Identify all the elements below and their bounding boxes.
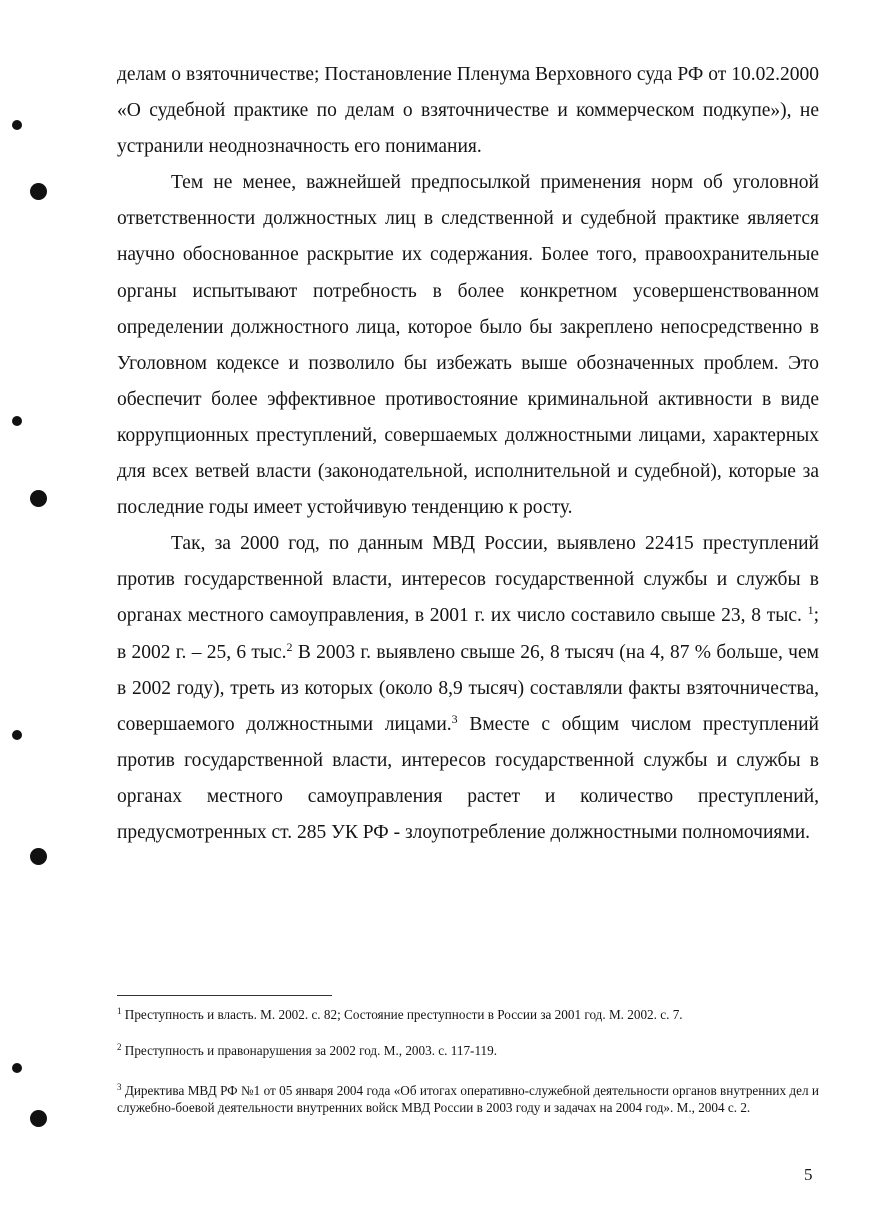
- footnote-number: 3: [117, 1082, 122, 1092]
- paragraph-3-text: Так, за 2000 год, по данным МВД России, выявлено 22415 преступлений против государственной власти, интересов государственной службы и службы в органах местного самоуправления, в 2001 г. их число составило свыше 23, 8 тыс.: [117, 533, 819, 627]
- footnote-ref-3: 3: [451, 711, 458, 726]
- footnote-separator: [117, 995, 332, 996]
- paragraph-3-text: ; в 2002 г. – 25, 6 тыс.: [117, 605, 819, 663]
- punch-hole-mark: [12, 120, 22, 130]
- punch-hole-mark: [30, 1110, 47, 1127]
- footnote-number: 2: [117, 1042, 122, 1052]
- footnote-2: [117, 1042, 819, 1059]
- punch-hole-mark: [12, 416, 22, 426]
- footnote-number: 1: [117, 1006, 122, 1016]
- footnote-text: Преступность и правонарушения за 2002 год. М., 2003. с. 117-119.: [121, 1043, 498, 1058]
- paragraph-3-text: Вместе с общим числом преступлений против государственной власти, интересов государственной службы и службы в органах местного самоуправления растет и количество преступлений, предусмотренных ст. 285 УК РФ - злоупотребление должностными полномочиями.: [117, 713, 819, 843]
- footnote-text: Преступность и власть. М. 2002. с. 82; Состояние преступности в России за 2001 год. М. 2002. с. 7.: [121, 1007, 683, 1022]
- body-text: [117, 57, 819, 851]
- paragraph-1: делам о взяточничестве; Постановление Пленума Верховного суда РФ от 10.02.2000 «О судебной практике по делам о взяточничестве и коммерческом подкупе»), не устранили неоднозначность его понимания.: [117, 64, 819, 158]
- footnote-text: Директива МВД РФ №1 от 05 января 2004 года «Об итогах оперативно-служебной деятельности органов внутренних дел и служебно-боевой деятельности внутренних войск МВД России в 2003 году и задачах на 2004 год». М., 2004 с. 2.: [117, 1083, 819, 1115]
- footnote-3: [117, 1082, 819, 1116]
- punch-hole-mark: [30, 848, 47, 865]
- paragraph-3-text: В 2003 г. выявлено свыше 26, 8 тысяч (на 4, 87 % больше, чем в 2002 году), треть из которых (около 8,9 тысяч) составляли факты взяточничества, совершаемого должностными лицами.: [117, 641, 819, 735]
- footnote-ref-2: 2: [286, 639, 293, 654]
- punch-hole-mark: [30, 183, 47, 200]
- page-number: 5: [804, 1165, 813, 1184]
- punch-hole-mark: [30, 490, 47, 507]
- footnote-ref-1: 1: [807, 603, 814, 618]
- punch-hole-mark: [12, 1063, 22, 1073]
- punch-hole-mark: [12, 730, 22, 740]
- paragraph-2: Тем не менее, важнейшей предпосылкой применения норм об уголовной ответственности должностных лиц в следственной и судебной практике является научно обоснованное раскрытие их содержания. Более того, правоохранительные органы испытывают потребность в более конкретном усовершенствованном определении должностного лица, которое было бы закреплено непосредственно в Уголовном кодексе и позволило бы избежать выше обозначенных проблем. Это обеспечит более эффективное противостояние криминальной активности в виде коррупционных преступлений, совершаемых должностными лицами, характерных для всех ветвей власти (законодательной, исполнительной и судебной), которые за последние годы имеет устойчивую тенденцию к росту.: [117, 172, 819, 519]
- paragraph-3: [117, 526, 819, 851]
- footnote-1: [117, 1006, 819, 1023]
